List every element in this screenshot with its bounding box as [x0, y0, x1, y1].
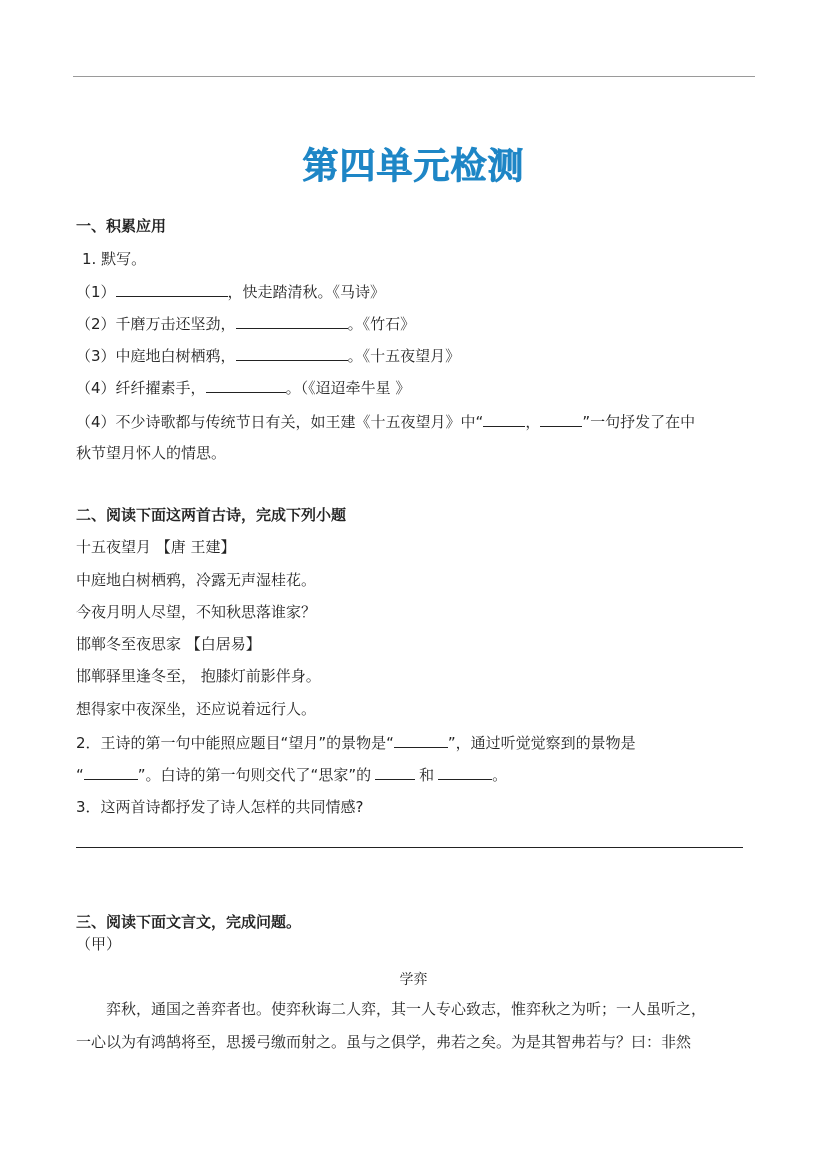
section1-heading: 一、积累应用	[76, 217, 167, 235]
poem1-line-1: 中庭地白树栖鸦，冷露无声湿桂花。	[76, 571, 317, 589]
blank[interactable]	[206, 377, 286, 393]
q1-item-3: （3）中庭地白树栖鸦， 。《十五夜望月》	[76, 347, 461, 365]
poem2-line-2: 想得家中夜深坐，还应说着远行人。	[76, 700, 317, 718]
q2-line-1: 2．王诗的第一句中能照应题目“望月”的景物是“ ”，通过听觉觉察到的景物是	[76, 734, 636, 752]
q1-label: 1. 默写。	[82, 250, 147, 268]
q1-item-5-cont: 秋节望月怀人的情思。	[76, 444, 227, 462]
poem1-line-2: 今夜月明人尽望，不知秋思落谁家？	[76, 603, 317, 621]
blank[interactable]	[236, 345, 348, 361]
passage-line-2: 一心以为有鸿鹄将至，思援弓缴而射之。虽与之俱学，弗若之矣。为是其智弗若与？曰：非然	[76, 1033, 692, 1051]
poem2-line-1: 邯郸驿里逢冬至， 抱膝灯前影伴身。	[76, 667, 321, 685]
q3-text: 3．这两首诗都抒发了诗人怎样的共同情感?	[76, 798, 364, 816]
passage-title: 学弈	[399, 972, 428, 988]
blank[interactable]	[540, 411, 582, 427]
q1-item-2: （2）千磨万击还坚劲， 。《竹石》	[76, 315, 416, 333]
page-title: 第四单元检测	[302, 146, 525, 187]
blank[interactable]	[483, 411, 525, 427]
blank[interactable]	[236, 313, 348, 329]
blank[interactable]	[375, 764, 415, 780]
section2-heading: 二、阅读下面这两首古诗，完成下列小题	[76, 506, 347, 524]
answer-line[interactable]	[76, 847, 743, 848]
poem2-title: 邯郸冬至夜思家 【白居易】	[76, 635, 261, 653]
q1-item-1: （1） ，快走踏清秋。《马诗》	[76, 283, 386, 301]
section3-heading: 三、阅读下面文言文，完成问题。	[76, 913, 302, 931]
blank[interactable]	[84, 764, 138, 780]
q1-item-5: （4）不少诗歌都与传统节日有关，如王建《十五夜望月》中“ ， ”一句抒发了在中	[76, 413, 696, 431]
header-rule	[73, 76, 755, 77]
q2-line-2: “ ”。白诗的第一句则交代了“思家”的 和 。	[76, 766, 508, 784]
blank[interactable]	[438, 764, 492, 780]
text-label-jia: （甲）	[76, 935, 122, 953]
poem1-title: 十五夜望月 【唐 王建】	[76, 538, 236, 556]
blank[interactable]	[394, 732, 448, 748]
q1-item-4: （4）纤纤擢素手， 。（《迢迢牵牛星 》	[76, 379, 411, 397]
blank[interactable]	[116, 281, 228, 297]
passage-line-1: 弈秋，通国之善弈者也。使弈秋诲二人弈，其一人专心致志，惟弈秋之为听；一人虽听之，	[106, 1000, 707, 1018]
